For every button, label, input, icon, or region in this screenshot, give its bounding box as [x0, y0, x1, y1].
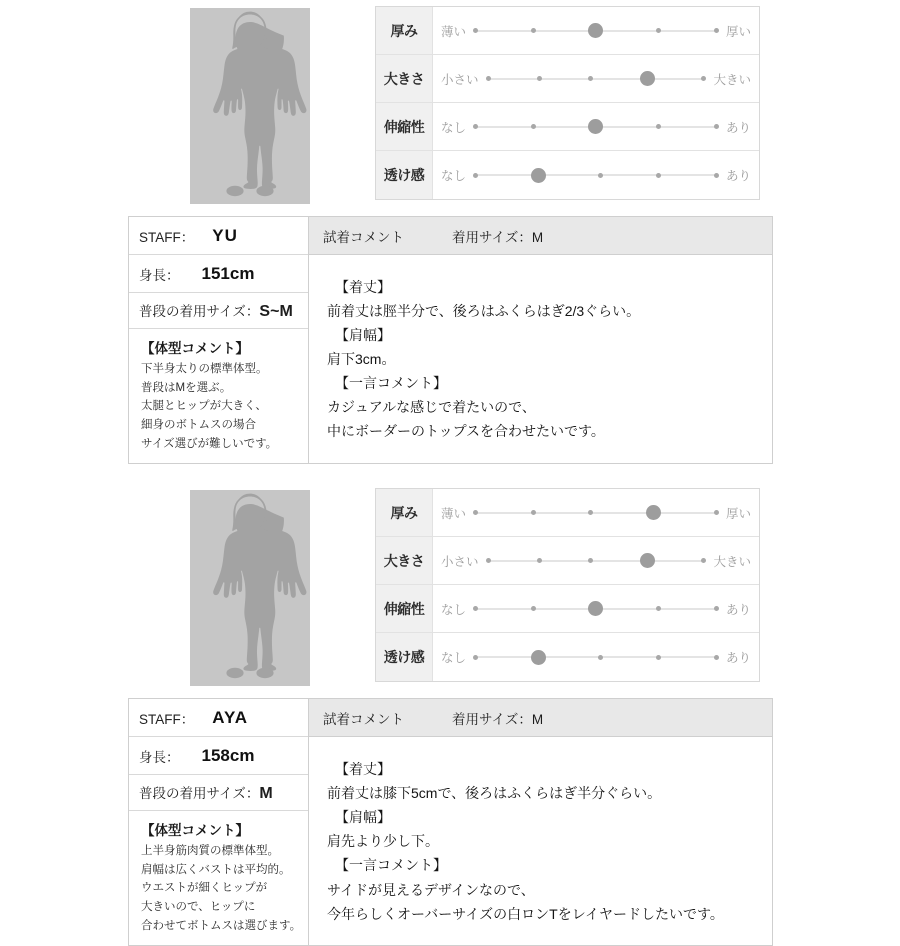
- fitting-comment-line: 肩下3cm。: [327, 351, 396, 368]
- fitting-comment-section-title: 【一言コメント】: [335, 375, 447, 392]
- rating-row-stretch: [376, 103, 759, 151]
- rating-label-size: 大きさ: [376, 537, 433, 584]
- rating-dot-size-4[interactable]: [640, 553, 655, 568]
- rating-max-label-sheerness: あり: [725, 651, 751, 666]
- rating-dot-size-5[interactable]: [701, 76, 706, 81]
- body-shape-comment-line: 上半身筋肉質の標準体型。: [141, 845, 279, 858]
- rating-min-label-stretch: なし: [441, 120, 467, 135]
- rating-dot-size-4[interactable]: [640, 71, 655, 86]
- staff-name-cell: [129, 217, 308, 255]
- rating-dot-size-1[interactable]: [486, 558, 491, 563]
- body-silhouette: [190, 8, 310, 204]
- worn-size-value: 着用サイズ：M: [452, 711, 544, 727]
- rating-min-label-size: 小さい: [441, 554, 479, 569]
- rating-dot-group: [473, 168, 719, 183]
- rating-dot-stretch-1[interactable]: [473, 606, 478, 611]
- body-shape-comment-cell: [129, 329, 308, 463]
- rating-scale-sheerness: [433, 633, 759, 681]
- rating-track-thickness[interactable]: [473, 20, 719, 42]
- rating-row-size: [376, 55, 759, 103]
- fitting-comment-line: 中にボーダーのトップスを合わせたいです。: [327, 423, 605, 440]
- height-label: 身長：: [139, 749, 180, 765]
- usual-size-cell: [129, 775, 308, 811]
- staff-review-block: [0, 0, 900, 464]
- rating-dot-group: [486, 71, 707, 86]
- rating-dot-thickness-1[interactable]: [473, 510, 478, 515]
- rating-dot-thickness-1[interactable]: [473, 28, 478, 33]
- fitting-comment-title: 試着コメント: [323, 711, 404, 727]
- rating-max-label-sheerness: あり: [725, 169, 751, 183]
- rating-dot-stretch-2[interactable]: [531, 606, 536, 611]
- rating-dot-stretch-5[interactable]: [714, 606, 719, 611]
- rating-dot-sheerness-3[interactable]: [598, 173, 603, 178]
- rating-dot-stretch-3[interactable]: [588, 601, 603, 616]
- rating-label-thickness: 厚み: [376, 489, 433, 536]
- rating-dot-group: [486, 553, 707, 568]
- usual-size-value: S~M: [259, 303, 293, 320]
- rating-dot-group: [473, 119, 719, 134]
- staff-label: STAFF：: [139, 711, 195, 727]
- rating-dot-group: [473, 601, 719, 616]
- rating-dot-group: [473, 23, 719, 38]
- rating-min-label-sheerness: なし: [441, 651, 467, 666]
- rating-dot-stretch-5[interactable]: [714, 124, 719, 129]
- rating-track-stretch[interactable]: [473, 116, 719, 138]
- rating-dot-thickness-5[interactable]: [714, 28, 719, 33]
- rating-dot-thickness-3[interactable]: [588, 23, 603, 38]
- rating-dot-thickness-5[interactable]: [714, 510, 719, 515]
- body-shape-comment-title: 【体型コメント】: [141, 341, 249, 356]
- rating-label-size: 大きさ: [376, 55, 433, 102]
- rating-label-sheerness: 透け感: [376, 633, 433, 681]
- rating-max-label-stretch: あり: [725, 120, 751, 135]
- rating-dot-stretch-3[interactable]: [588, 119, 603, 134]
- rating-dot-group: [473, 650, 719, 665]
- rating-row-sheerness: [376, 633, 759, 681]
- fitting-comment-line: 前着丈は膝下5cmで、後ろはふくらはぎ半分ぐらい。: [327, 785, 662, 802]
- rating-min-label-thickness: 薄い: [441, 24, 467, 39]
- silhouette-and-ratings: [0, 0, 900, 204]
- rating-dot-sheerness-3[interactable]: [598, 655, 603, 660]
- fitting-comment-body: [309, 737, 772, 945]
- rating-min-label-size: 小さい: [441, 72, 479, 87]
- rating-track-size[interactable]: [486, 68, 707, 90]
- rating-dot-size-2[interactable]: [537, 558, 542, 563]
- rating-dot-sheerness-1[interactable]: [473, 655, 478, 660]
- body-shape-comment-title: 【体型コメント】: [141, 823, 249, 839]
- rating-dot-thickness-3[interactable]: [588, 510, 593, 515]
- rating-scale-stretch: [433, 103, 759, 150]
- usual-size-value: M: [259, 785, 273, 803]
- staff-height-cell: [129, 737, 308, 775]
- fabric-rating-table: [375, 6, 760, 200]
- fitting-comment-section-title: 【着丈】: [335, 279, 391, 295]
- rating-row-stretch: [376, 585, 759, 633]
- fitting-comment-section-title: 【肩幅】: [335, 809, 391, 826]
- rating-scale-size: [433, 537, 759, 584]
- usual-size-label: 普段の着用サイズ：: [139, 786, 260, 802]
- fitting-comment-header: [309, 699, 772, 737]
- rating-scale-thickness: [433, 489, 759, 536]
- rating-track-thickness[interactable]: [473, 502, 719, 524]
- rating-min-label-sheerness: なし: [441, 169, 467, 183]
- rating-dot-size-3[interactable]: [588, 558, 593, 563]
- rating-max-label-thickness: 厚い: [725, 24, 751, 39]
- rating-track-sheerness[interactable]: [473, 164, 719, 186]
- body-shape-comment-line: 大きいので、ヒップに: [141, 901, 256, 913]
- staff-name: YU: [212, 225, 238, 245]
- body-shape-comment-line: 肩幅は広くバストは平均的。: [141, 863, 291, 876]
- body-shape-comment-cell: [129, 811, 308, 945]
- staff-label: STAFF：: [139, 229, 195, 245]
- rating-label-stretch: 伸縮性: [376, 585, 433, 632]
- fitting-comment-line: サイドが見えるデザインなので、: [327, 881, 535, 898]
- body-shape-comment-line: ウエストが細くヒップが: [141, 882, 268, 895]
- rating-dot-thickness-2[interactable]: [531, 28, 536, 33]
- rating-scale-thickness: [433, 7, 759, 54]
- staff-name-cell: [129, 699, 308, 737]
- rating-min-label-stretch: なし: [441, 602, 467, 617]
- rating-dot-stretch-2[interactable]: [531, 124, 536, 129]
- female-silhouette-icon: [190, 490, 310, 686]
- body-silhouette: [190, 490, 310, 686]
- rating-dot-thickness-2[interactable]: [531, 510, 536, 515]
- rating-dot-sheerness-5[interactable]: [714, 173, 719, 178]
- fitting-comment-column: [309, 217, 772, 463]
- fitting-comment-section-title: 【一言コメント】: [335, 857, 447, 874]
- rating-dot-size-3[interactable]: [588, 76, 593, 81]
- rating-label-sheerness: 透け感: [376, 151, 433, 199]
- fitting-comment-section-title: 【着丈】: [335, 761, 391, 778]
- rating-scale-stretch: [433, 585, 759, 632]
- body-shape-comment-line: サイズ選びが難しいです。: [141, 437, 278, 450]
- rating-dot-sheerness-2[interactable]: [531, 168, 546, 183]
- fitting-comment-line: 前着丈は脛半分で、後ろはふくらはぎ2/3ぐらい。: [327, 303, 641, 320]
- staff-info-table: [128, 698, 773, 946]
- body-shape-comment-line: 普段はMを選ぶ。: [141, 381, 232, 394]
- rating-dot-size-2[interactable]: [537, 76, 542, 81]
- rating-dot-stretch-4[interactable]: [656, 124, 661, 129]
- body-shape-comment-line: 太腿とヒップが大きく、: [141, 400, 267, 413]
- rating-dot-sheerness-5[interactable]: [714, 655, 719, 660]
- silhouette-and-ratings: [0, 482, 900, 686]
- height-value: 158cm: [201, 745, 255, 765]
- fitting-comment-title: 試着コメント: [323, 229, 404, 245]
- staff-info-table: [128, 216, 773, 464]
- rating-dot-sheerness-4[interactable]: [656, 173, 661, 178]
- rating-dot-group: [473, 505, 719, 520]
- rating-track-sheerness[interactable]: [473, 646, 719, 668]
- usual-size-label: 普段の着用サイズ：: [139, 304, 260, 319]
- rating-row-sheerness: [376, 151, 759, 199]
- rating-dot-stretch-1[interactable]: [473, 124, 478, 129]
- rating-dot-sheerness-2[interactable]: [531, 650, 546, 665]
- rating-dot-thickness-4[interactable]: [646, 505, 661, 520]
- usual-size-cell: [129, 293, 308, 329]
- body-shape-comment-line: 合わせてボトムスは選びます。: [141, 919, 302, 932]
- fitting-comment-line: 肩先より少し下。: [327, 833, 439, 850]
- rating-label-stretch: 伸縮性: [376, 103, 433, 150]
- staff-review-block: [0, 482, 900, 946]
- staff-profile-column: [129, 217, 309, 463]
- rating-scale-size: [433, 55, 759, 102]
- rating-row-thickness: [376, 489, 759, 537]
- fitting-comment-line: カジュアルな感じで着たいので、: [327, 399, 536, 416]
- fitting-comment-section-title: 【肩幅】: [335, 327, 391, 344]
- rating-max-label-size: 大きい: [713, 554, 751, 569]
- height-value: 151cm: [201, 263, 255, 283]
- fitting-comment-body: [309, 255, 772, 463]
- rating-row-size: [376, 537, 759, 585]
- body-shape-comment-line: 細身のボトムスの場合: [141, 418, 256, 431]
- fitting-comment-line: 今年らしくオーバーサイズの白ロンTをレイヤードしたいです。: [327, 905, 724, 922]
- body-shape-comment-line: 下半身太りの標準体型。: [141, 363, 268, 375]
- rating-dot-size-1[interactable]: [486, 76, 491, 81]
- staff-name: AYA: [212, 707, 249, 727]
- rating-scale-sheerness: [433, 151, 759, 199]
- rating-dot-sheerness-4[interactable]: [656, 655, 661, 660]
- rating-label-thickness: 厚み: [376, 7, 433, 54]
- fitting-comment-header: [309, 217, 772, 255]
- rating-dot-size-5[interactable]: [701, 558, 706, 563]
- fitting-comment-column: [309, 699, 772, 945]
- rating-track-stretch[interactable]: [473, 598, 719, 620]
- rating-max-label-stretch: あり: [725, 602, 751, 617]
- staff-height-cell: [129, 255, 308, 293]
- female-silhouette-icon: [190, 8, 310, 204]
- staff-profile-column: [129, 699, 309, 945]
- rating-max-label-size: 大きい: [713, 72, 751, 87]
- height-label: 身長：: [139, 267, 180, 283]
- rating-dot-stretch-4[interactable]: [656, 606, 661, 611]
- rating-dot-sheerness-1[interactable]: [473, 173, 478, 178]
- rating-row-thickness: [376, 7, 759, 55]
- rating-dot-thickness-4[interactable]: [656, 28, 661, 33]
- worn-size-value: 着用サイズ：M: [452, 229, 544, 245]
- rating-min-label-thickness: 薄い: [441, 506, 467, 521]
- fabric-rating-table: [375, 488, 760, 682]
- rating-track-size[interactable]: [486, 550, 707, 572]
- rating-max-label-thickness: 厚い: [725, 506, 751, 521]
